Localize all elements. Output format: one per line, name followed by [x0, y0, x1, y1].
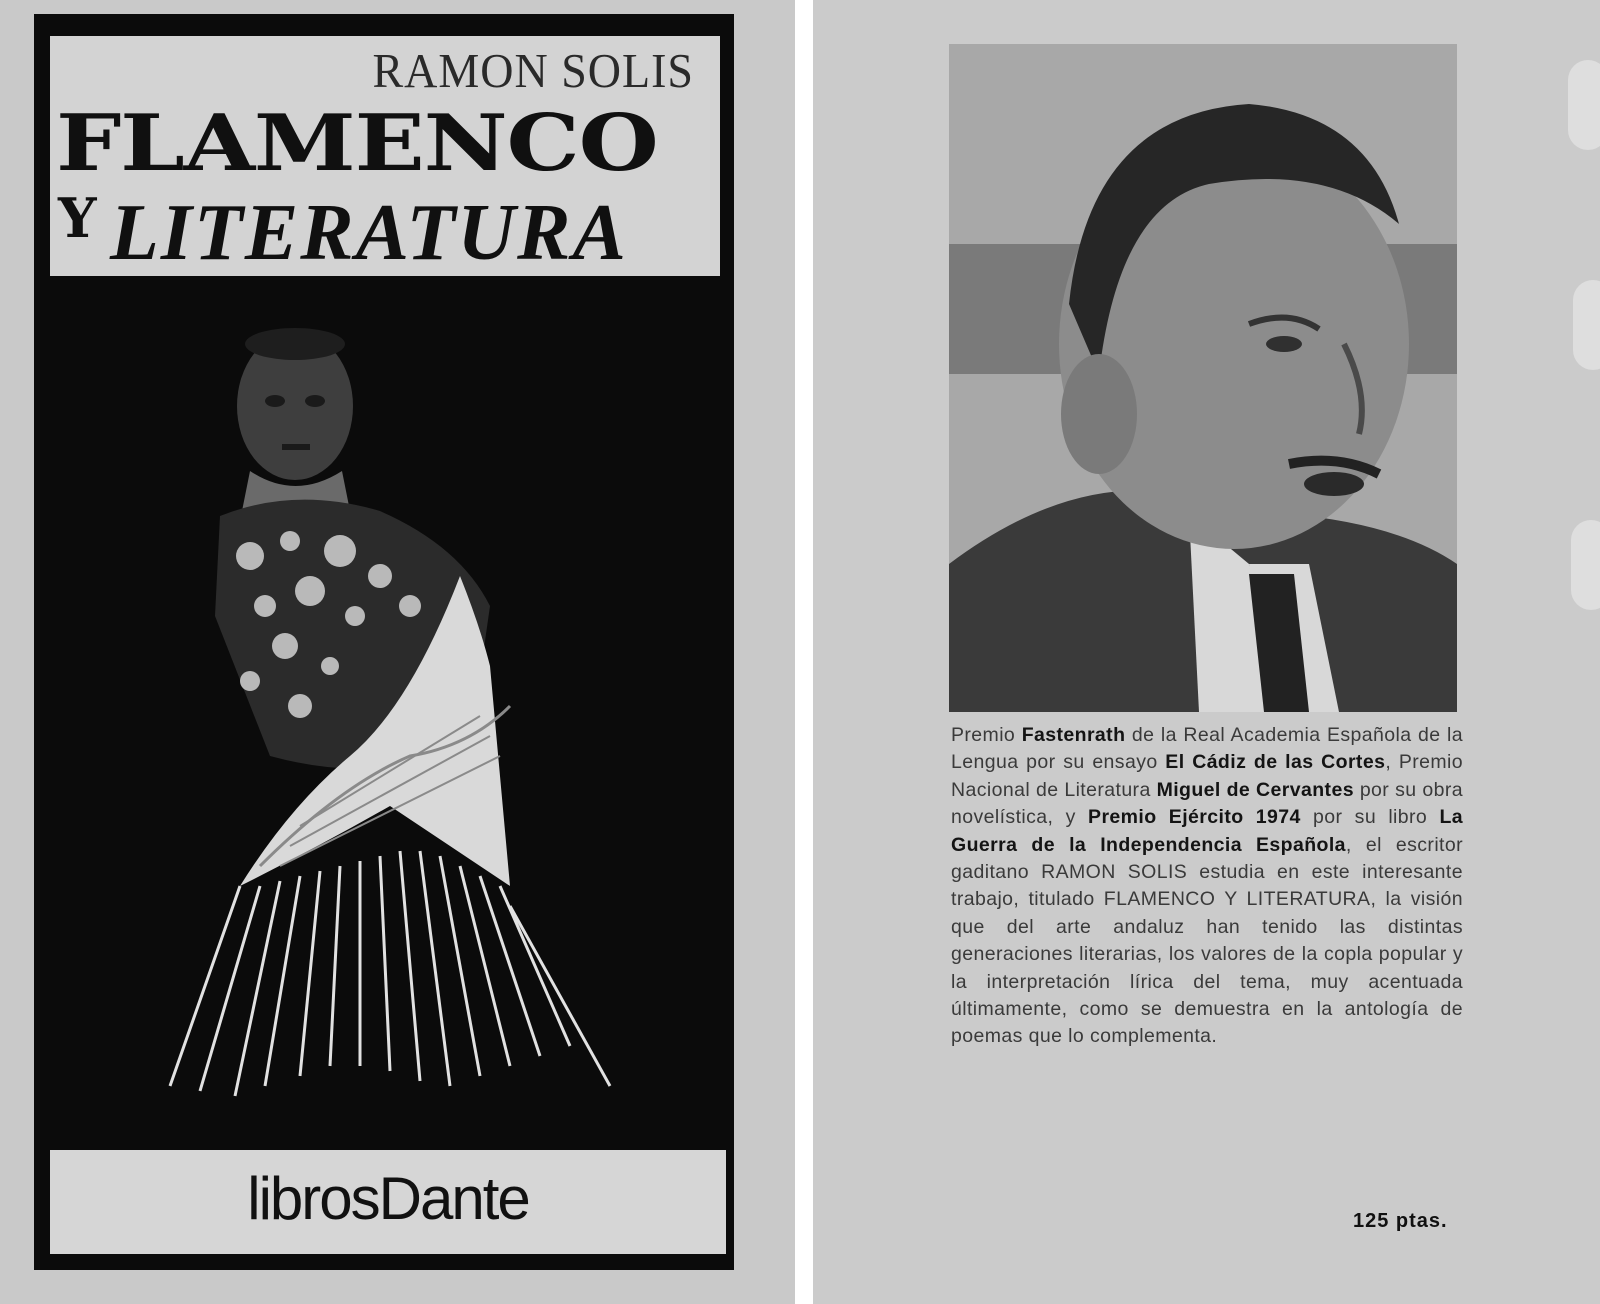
title-y: Y	[58, 186, 97, 250]
page-gap	[795, 0, 813, 1304]
blurb-bold-run: El Cádiz de las Cortes	[1165, 751, 1386, 774]
dancer-silhouette	[50, 286, 720, 1126]
back-cover-blurb	[951, 722, 1463, 1051]
blurb-text-run: , el escritor gaditano RAMON SOLIS estudia en este interesante trabajo, titulado FLAMENCO Y LITERATURA, la visión que del arte andaluz han tenido las distintas generaciones literarias, los valores de la copla popular y la interpretación lírica del tema, muy acentuada últimamente, como se demuestra en la antología de poemas que lo complementa.	[951, 833, 1464, 1048]
portrait-drawing	[949, 44, 1457, 712]
title-box	[50, 36, 720, 276]
author-portrait-photo-icon	[949, 44, 1457, 712]
page-notch	[1573, 280, 1600, 370]
blurb-text-run: por su libro	[1300, 806, 1440, 829]
blurb-text-run: , Premio Nacional de Literatura	[951, 751, 1464, 801]
blurb-bold-run: La Guerra de la Independencia Española	[951, 806, 1463, 856]
title-literatura: LITERATURA	[110, 189, 628, 277]
publisher-brand: librosDante	[247, 1165, 529, 1232]
blurb-bold-run: Premio Ejército 1974	[1088, 806, 1301, 829]
author-name: RAMON SOLIS	[372, 43, 694, 98]
page-notch	[1571, 520, 1600, 610]
blurb-bold-run: Miguel de Cervantes	[1156, 778, 1354, 801]
back-cover	[813, 0, 1600, 1304]
title-flamenco: FLAMENCO	[56, 98, 658, 189]
publisher-box	[50, 1150, 726, 1254]
price-label: 125 ptas.	[1353, 1210, 1448, 1232]
flamenco-dancer-photo-icon	[50, 286, 720, 1126]
blurb-bold-run: Fastenrath	[1021, 724, 1126, 746]
blurb-text-run: Premio	[951, 724, 1022, 746]
front-cover	[0, 0, 795, 1304]
blurb-text-run: de la Real Academia Española de la Lengua por su ensayo	[951, 724, 1463, 774]
blurb-text-run: por su obra novelística, y	[951, 778, 1463, 829]
page-notch	[1568, 60, 1600, 150]
